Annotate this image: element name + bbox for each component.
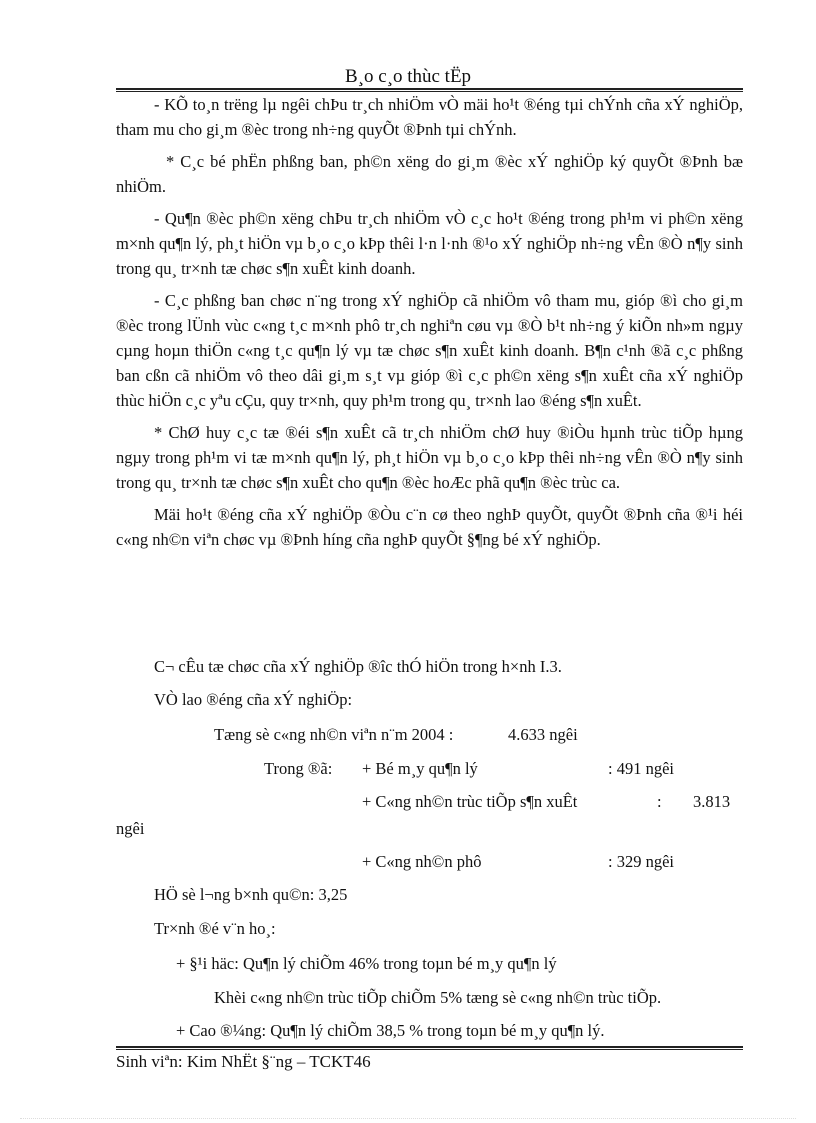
line-within: Trong ®ã:: [264, 759, 333, 778]
line-college: + Cao ®¼ng: Qu¶n lý chiÕm 38,5 % trong toµn bé m¸y qu¶n lý.: [176, 1021, 605, 1040]
line-total-value: 4.633 ngêi: [508, 725, 578, 744]
page-header-title: B¸o c¸o thùc tËp: [344, 66, 472, 87]
line-university: + §¹i häc: Qu¶n lý chiÕm 46% trong toµn bé m¸y qu¶n lý: [176, 954, 557, 973]
line-education-heading: Tr×nh ®é v¨n ho¸:: [154, 919, 276, 938]
paragraph-chief-accountant: - KÕ to¸n trëng lµ ngêi chÞu tr¸ch nhiÖm vÒ mäi ho¹t ®éng tµi chÝnh cña xÝ nghiÖp, tham mu cho gi¸m ®èc trong nh÷ng quyÕt ®Þnh tµi chÝnh.: [116, 95, 743, 139]
line-aux-value: : 329 ngêi: [608, 852, 674, 871]
line-mgmt-value: : 491 ngêi: [608, 759, 674, 778]
line-aux-label: + C«ng nh©n phô: [362, 852, 482, 871]
paragraph-departments: * C¸c bé phËn phßng ban, ph©n xëng do gi¸m ®èc xÝ nghiÖp ký quyÕt ®Þnh bæ nhiÖm.: [116, 152, 743, 196]
line-wage-coefficient: HÖ sè l¬ng b×nh qu©n: 3,25: [154, 885, 348, 904]
line-labor-heading: VÒ lao ®éng cña xÝ nghiÖp:: [154, 690, 353, 709]
line-total-label: Tæng sè c«ng nh©n viªn n¨m 2004 :: [214, 725, 454, 744]
line-direct-colon: :: [657, 792, 662, 811]
paragraph-functional-departments: - C¸c phßng ban chøc n¨ng trong xÝ nghiÖp cã nhiÖm vô tham mu, gióp ®ì cho gi¸m ®èc trong lÜnh vùc c«ng t¸c m×nh phô tr¸ch nghiªn cøu vµ ®Ò b¹t nh÷ng ý kiÕn nh»m ngµy cµng hoµn thiÖn c«ng t¸c qu¶n lý vµ tæ chøc s¶n xuÊt kinh doanh. B¶n c¹nh ®ã c¸c phßng ban cßn cã nhiÖm vô theo dâi gi¸m s¸t vµ gióp ®ì c¸c ph©n xëng s¶n xuÊt cña xÝ nghiÖp thùc hiÖn c¸c yªu cÇu, quy tr×nh, quy ph¹m trong qu¸ tr×nh lao ®éng s¶n xuÊt.: [116, 291, 743, 410]
page-footer: Sinh viªn: Kim NhËt §¨ng – TCKT46: [116, 1052, 371, 1071]
line-direct-workers-share: Khèi c«ng nh©n trùc tiÕp chiÕm 5% tæng sè c«ng nh©n trùc tiÕp.: [214, 988, 662, 1007]
paragraph-workshop-manager: - Qu¶n ®èc ph©n xëng chÞu tr¸ch nhiÖm vÒ c¸c ho¹t ®éng trong ph¹m vi ph©n xëng m×nh qu¶n lý, ph¸t hiÖn vµ b¸o c¸o kÞp thêi l·n l·nh ®¹o xÝ nghiÖp nh÷ng vÊn ®Ò n¶y sinh trong qu¸ tr×nh tæ chøc s¶n xuÊt kinh doanh.: [116, 209, 743, 278]
document-body: [116, 92, 743, 552]
line-direct-label: + C«ng nh©n trùc tiÕp s¶n xuÊt: [362, 792, 578, 811]
line-structure: C¬ cÊu tæ chøc cña xÝ nghiÖp ®îc thÓ hiÖn trong h×nh I.3.: [154, 657, 562, 676]
line-direct-value: 3.813: [693, 792, 731, 811]
page-bottom-dotted-line: [20, 1118, 796, 1119]
line-direct-unit: ngêi: [116, 819, 145, 838]
paragraph-team-leaders: * ChØ huy c¸c tæ ®éi s¶n xuÊt cã tr¸ch nhiÖm chØ huy ®iÒu hµnh trùc tiÕp hµng ngµy trong ph¹m vi tæ m×nh qu¶n lý, ph¸t hiÖn vµ b¸o c¸o kÞp thêi nh÷ng vÊn ®Ò n¶y sinh trong qu¸ tr×nh tæ chøc s¶n xuÊt cho qu¶n ®èc hoÆc phã qu¶n ®èc trùc ca.: [116, 423, 743, 492]
footer-double-rule: [116, 1046, 743, 1050]
paragraph-activities: Mäi ho¹t ®éng cña xÝ nghiÖp ®Òu c¨n cø theo nghÞ quyÕt, quyÕt ®Þnh cña ®¹i héi c«ng nh©n viªn chøc vµ ®Þnh híng cña nghÞ quyÕt §¶ng bé xÝ nghiÖp.: [116, 505, 743, 549]
line-mgmt-label: + Bé m¸y qu¶n lý: [362, 759, 478, 778]
